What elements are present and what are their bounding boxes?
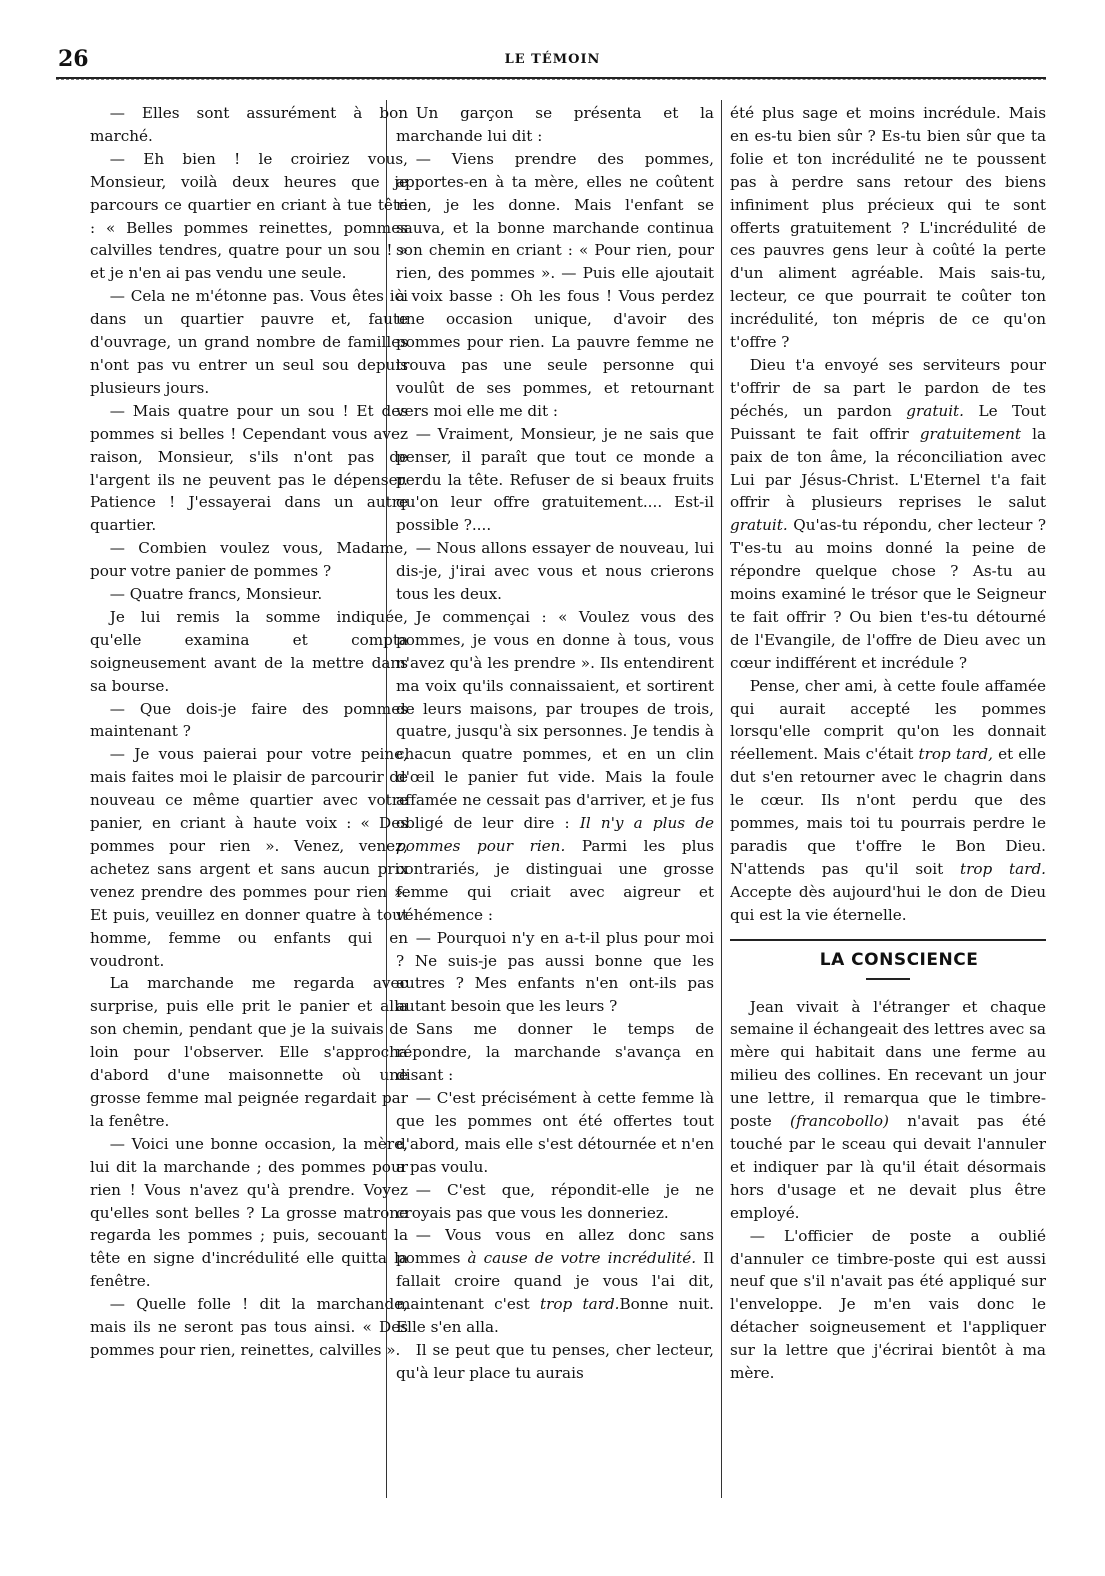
paragraph: — Quatre francs, Monsieur.	[109, 585, 323, 604]
paragraph: — C'est précisément à cette femme là que les pommes ont été offertes tout d'abord, mais elle s'est détournée et n'en a pas voulu.	[396, 1088, 714, 1176]
text-run: Le Tout Puissant te fait offrir	[730, 401, 1046, 443]
italic-phrase: trop tard.	[540, 1295, 620, 1314]
text-run: Parmi les plus contrariés, je distinguai une grosse femme qui criait avec aigreur et véhémence :	[396, 837, 714, 924]
text-run: Bonne nuit. Elle s'en alla.	[396, 1295, 714, 1337]
paragraph: — Que dois-je faire des pommes maintenant ?	[90, 699, 408, 741]
paragraph: été plus sage et moins incrédule. Mais en es-tu bien sûr ? Es-tu bien sûr que ta folie et ton incrédulité ne te poussent pas à perdre sans retour des biens infiniment plus précieux qui te sont offerts gratuitement ? L'incrédulité de ces pauvres gens leur à coûté la perte d'un aliment agréable. Mais sais-tu, lecteur, ce que pourrait te coûter ton incrédulité, ton mépris de ce qu'on t'offre ?	[730, 104, 1046, 352]
paragraph	[730, 996, 1046, 1225]
paragraph: Un garçon se présenta et la marchande lui dit :	[396, 104, 714, 145]
text-run: Il fallait croire quand je vous l'ai dit, maintenant c'est	[396, 1249, 714, 1314]
paragraph: La marchande me regarda avec surprise, puis elle prit le panier et alla son chemin, pendant que je la suivais de loin pour l'observer. Elle s'approcha d'abord d'une maisonnette où une grosse femme mal peignée regardait par la fenêtre.	[90, 974, 408, 1130]
italic-phrase: à cause de votre incrédulité.	[467, 1249, 697, 1268]
paragraph: — Voici une bonne occasion, la mère, lui dit la marchande ; des pommes pour rien ! Vous n'avez qu'à prendre. Voyez qu'elles sont belles ? La grosse matrone regarda les pommes ; puis, secouant la tête en signe d'incrédulité elle quitta la fenêtre.	[90, 1134, 408, 1291]
running-head: LE TÉMOIN	[504, 52, 601, 67]
page-number: 26	[58, 46, 89, 72]
paragraph: — Je vous paierai pour votre peine, mais faites moi le plaisir de parcourir de nouveau ce même quartier avec votre panier, en criant à haute voix : « Des pommes pour rien ». Venez, venez, achetez sans argent et sans aucun prix venez prendre des pommes pour rien ». Et puis, veuillez en donner quatre à tout homme, femme ou enfants qui en voudront.	[90, 745, 408, 970]
paragraph: — Pourquoi n'y en a-t-il plus pour moi ? Ne suis-je pas aussi bonne que les autres ? Mes enfants n'en ont-ils pas autant besoin que les leurs ?	[396, 928, 714, 1016]
paragraph: — Mais quatre pour un sou ! Et des pommes si belles ! Cependant vous avez raison, Monsieur, s'ils n'ont pas de l'argent ils ne peuvent pas le dépenser. Patience ! J'essayerai dans un autre quartier.	[90, 401, 408, 535]
paragraph: Sans me donner le temps de répondre, la marchande s'avança en disant :	[396, 1020, 714, 1085]
text-run: Accepte dès aujourd'hui le don de Dieu qui est la vie éternelle.	[730, 882, 1046, 924]
column-1	[90, 102, 408, 1492]
text-run: et elle dut s'en retourner avec le chagrin dans le cœur. Ils n'ont perdu que des pommes, mais toi tu pourrais perdre le paradis que t'offre le Bon Dieu. N'attends pas qu'il soit	[730, 745, 1046, 878]
italic-phrase: gratuitement	[919, 424, 1021, 443]
paragraph	[730, 354, 1046, 675]
text-run: Jean vivait à l'étranger et chaque semaine il échangeait des lettres avec sa mère qui habitait dans une ferme au milieu des collines. En recevant un jour une lettre, il remarqua que le timbre-poste	[730, 997, 1046, 1131]
paragraph: Il se peut que tu penses, cher lecteur, qu'à leur place tu aurais	[396, 1340, 714, 1382]
paragraph: — Vraiment, Monsieur, je ne sais que penser, il paraît que tout ce monde a perdu la tête. Refuser de si beaux fruits qu'on leur offre gratuitement.... Est-il possible ?....	[396, 424, 714, 535]
column-2	[396, 102, 714, 1492]
paragraph	[730, 675, 1046, 927]
italic-phrase: gratuit.	[906, 401, 964, 420]
paragraph: — C'est que, répondit-elle je ne croyais pas que vous les donneriez.	[396, 1180, 714, 1222]
italic-phrase: (francobollo)	[790, 1112, 889, 1131]
paragraph: — L'officier de poste a oublié d'annuler ce timbre-poste qui est aussi neuf que s'il n'avait pas été appliqué sur l'enveloppe. Je m'en vais donc le détacher soigneusement et l'appliquer sur la lettre que j'écrirai bientôt à ma mère.	[730, 1226, 1046, 1383]
paragraph: — Eh bien ! le croiriez vous, Monsieur, voilà deux heures que je parcours ce quartier en criant à tue tête : « Belles pommes reinettes, pommes calvilles tendres, quatre pour un sou ! » et je n'en ai pas vendu une seule.	[90, 149, 408, 283]
italic-phrase: trop tard,	[918, 745, 993, 764]
italic-phrase: Il n'y a plus de pommes pour rien.	[396, 814, 714, 855]
section-rule	[730, 939, 1046, 941]
paragraph: Je lui remis la somme indiquée, qu'elle examina et compta soigneusement avant de la mettre dans sa bourse.	[90, 607, 408, 695]
column-3	[730, 102, 1046, 1492]
text-run: n'avait pas été touché par le sceau qui devait l'annuler et indiquer par là qu'il était désormais hors d'usage et ne devait plus être employé.	[730, 1112, 1046, 1222]
italic-phrase: gratuit.	[730, 516, 788, 535]
header-rule	[56, 77, 1046, 80]
text-run: Dieu t'a envoyé ses serviteurs pour t'offrir de sa part le pardon de tes péchés, un pardon	[730, 355, 1046, 420]
paragraph: — Combien voulez vous, Madame, pour votre panier de pommes ?	[90, 539, 408, 581]
paragraph: — Viens prendre des pommes, apportes-en à ta mère, elles ne coûtent rien, je les donne. Mais l'enfant se sauva, et la bonne marchande continua son chemin en criant : « Pour rien, pour rien, des pommes ». — Puis elle ajoutait à voix basse : Oh les fous ! Vous perdez une occasion unique, d'avoir des pommes pour rien. La pauvre femme ne trouva pas une seule personne qui voulût de ses pommes, et retournant vers moi elle me dit :	[396, 149, 714, 420]
text-run: Pense, cher ami, à cette foule affamée qui aurait accepté les pommes lorsqu'elle comprit qu'on les donnait réellement. Mais c'était	[730, 676, 1046, 764]
text-run: la paix de ton âme, la réconciliation avec Lui par Jésus-Christ. L'Eternel t'a fait offrir à plusieurs reprises le salut	[730, 424, 1046, 512]
paragraph: — Quelle folle ! dit la marchande, mais ils ne seront pas tous ainsi. « Des pommes pour rien, reinettes, calvilles ».	[90, 1295, 408, 1359]
text-run: Qu'as-tu répondu, cher lecteur ? T'es-tu au moins donné la peine de répondre quelque chose ? As-tu au moins examiné le trésor que le Seigneur te fait offrir ? Ou bien t'es-tu détourné de l'Evangile, de l'offre de Dieu avec un cœur indifférent et incrédule ?	[730, 516, 1046, 672]
text-run: Je commençai : « Voulez vous des pommes, je vous en donne à tous, vous n'avez qu'à les prendre ». Ils entendirent ma voix qu'ils connaissaient, et sortirent de leurs maisons, par troupes de trois, quatre, jusqu'à six personnes. Je tendis à chacun quatre pommes, et en un clin d'œil le panier fut vide. Mais la foule affamée ne cessait pas d'arriver, et je fus obligé de leur dire :	[396, 607, 714, 833]
paragraph	[396, 1224, 714, 1339]
column-divider	[721, 100, 722, 1498]
paragraph: — Elles sont assurément à bon marché.	[90, 104, 408, 145]
italic-phrase: trop tard.	[960, 859, 1046, 878]
section-title: LA CONSCIENCE	[819, 949, 979, 970]
text-run: — Vous vous en allez donc sans pommes	[396, 1226, 714, 1268]
paragraph: — Cela ne m'étonne pas. Vous êtes ici dans un quartier pauvre et, faute d'ouvrage, un grand nombre de familles n'ont pas vu entrer un seul sou depuis plusieurs jours.	[90, 287, 408, 397]
paragraph	[396, 606, 714, 927]
title-rule	[866, 978, 910, 980]
paragraph: — Nous allons essayer de nouveau, lui dis-je, j'irai avec vous et nous crierons tous les deux.	[396, 539, 714, 604]
